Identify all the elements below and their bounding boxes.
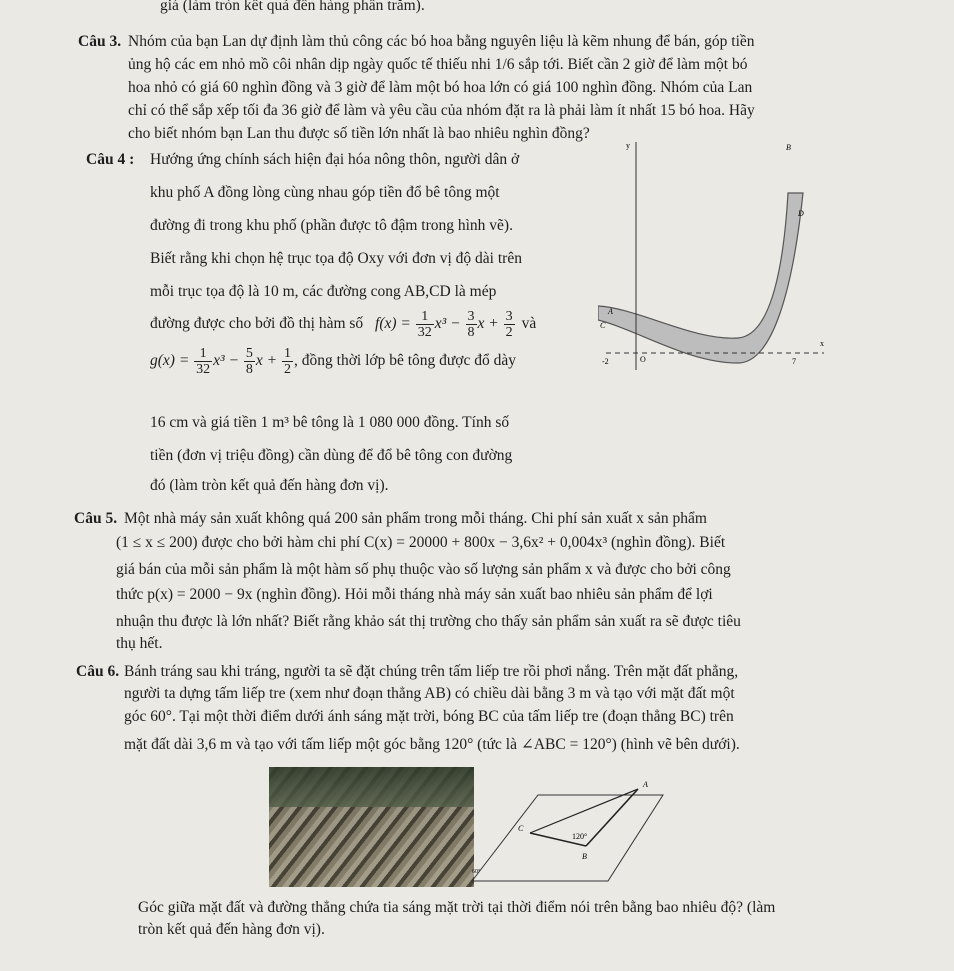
label-A: A: [608, 307, 613, 316]
q4-label: Câu 4 :: [86, 151, 135, 168]
q6-line-5: Góc giữa mặt đất và đường thẳng chứa tia sáng mặt trời tại thời điểm nói trên bằng bao nhiêu độ? (làm: [138, 899, 776, 916]
label-D: D: [798, 209, 804, 218]
q4-line-3: đường đi trong khu phố (phần được tô đậm trong hình vẽ).: [150, 217, 513, 234]
f-frac-1: $\frac{1}{32}$: [417, 308, 432, 340]
label-C: C: [518, 824, 524, 833]
label-B: B: [786, 143, 791, 152]
q4-line-1: Hướng ứng chính sách hiện đại hóa nông thôn, người dân ở: [150, 151, 520, 168]
q5-line-5: nhuận thu được là lớn nhất? Biết rằng khảo sát thị trường cho thấy sản phẩm sản xuất ra sẽ được tiêu: [116, 613, 741, 630]
q5-line-2: (1 ≤ x ≤ 200) được cho bởi hàm chi phí C(x) = 20000 + 800x − 3,6x² + 0,004x³ (nghìn đồng). Biết: [116, 534, 726, 551]
f-term-3: và: [521, 315, 537, 332]
f-frac-2: $\frac{3}{8}$: [467, 308, 475, 340]
q6-line-3: góc 60°. Tại một thời điểm dưới ánh sáng mặt trời, bóng BC của tấm liếp tre (đoạn thẳng BC) trên: [124, 708, 734, 725]
angle-60-label: 60°: [472, 869, 481, 875]
g-lhs: g(x) =: [150, 352, 190, 369]
q4-formula-g: [150, 342, 516, 380]
q4-line-2: khu phố A đồng lòng cùng nhau góp tiền đổ bê tông một: [150, 184, 500, 201]
g-term-2: x +: [255, 352, 278, 369]
label-O: O: [640, 355, 646, 364]
q4-road-graph: [598, 138, 838, 378]
q6-line-2: người ta dựng tấm liếp tre (xem như đoạn thẳng AB) có chiều dài bằng 3 m và tạo với mặt đất một: [124, 685, 735, 702]
g-frac-1: $\frac{1}{32}$: [196, 345, 211, 377]
q3-line-3: hoa nhỏ có giá 60 nghìn đồng và 3 giờ để làm một bó hoa lớn có giá 100 nghìn đồng. Nhóm của Lan: [128, 79, 753, 96]
q4-line-7: tiền (đơn vị triệu đồng) cần dùng để đổ bê tông con đường: [150, 447, 513, 464]
q6-line-1: Bánh tráng sau khi tráng, người ta sẽ đặt chúng trên tấm liếp tre rồi phơi nắng. Trên mặt đất phẳng,: [124, 663, 739, 680]
bamboo-mat-photo-shadow: [269, 767, 474, 807]
q5-line-1: Một nhà máy sản xuất không quá 200 sản phẩm trong mỗi tháng. Chi phí sản xuất x sản phẩm: [124, 510, 707, 527]
label-neg2: -2: [602, 357, 609, 366]
g-frac-3: $\frac{1}{2}$: [284, 345, 292, 377]
x-label: x: [820, 339, 824, 348]
angle-120-label: 120°: [572, 832, 588, 841]
q3-line-2: ủng hộ các em nhỏ mồ côi nhân dịp ngày quốc tế thiếu nhi 1/6 sắp tới. Biết cần 2 giờ để làm một bó: [128, 56, 748, 73]
f-lhs: f(x) =: [375, 315, 411, 332]
road-shaded-region: [598, 193, 803, 363]
ground-plane: [472, 795, 663, 881]
label-A: A: [643, 780, 648, 789]
q3-line-1: Nhóm của bạn Lan dự định làm thủ công các bó hoa bằng nguyên liệu là kẽm nhung để bán, góp tiền: [128, 33, 755, 50]
f-term-1: x³ −: [434, 315, 461, 332]
top-line: giá (làm tròn kết quả đến hàng phần trăm).: [160, 0, 425, 14]
label-B: B: [582, 852, 587, 861]
q6-label: Câu 6.: [76, 663, 120, 680]
q3-label: Câu 3.: [78, 33, 122, 50]
g-term-3: , đồng thời lớp bê tông được đổ dày: [294, 352, 516, 369]
label-C: C: [600, 321, 606, 330]
sun-ray-AC: [530, 789, 638, 833]
q5-line-6: thụ hết.: [116, 635, 163, 652]
segment-BA: [586, 789, 638, 846]
q4-line-5: mỗi trục tọa độ là 10 m, các đường cong AB,CD là mép: [150, 283, 497, 300]
q4-line-8: đó (làm tròn kết quả đến hàng đơn vị).: [150, 477, 389, 494]
g-term-1: x³ −: [213, 352, 240, 369]
q6-line-4: mặt đất dài 3,6 m và tạo với tấm liếp một góc bằng 120° (tức là ∠ABC = 120°) (hình vẽ bên dưới).: [124, 736, 740, 753]
q4-line-6: 16 cm và giá tiền 1 m³ bê tông là 1 080 000 đồng. Tính số: [150, 414, 510, 431]
q5-label: Câu 5.: [74, 510, 118, 527]
y-label: y: [626, 141, 630, 150]
q5-line-4: thức p(x) = 2000 − 9x (nghìn đồng). Hỏi mỗi tháng nhà máy sản xuất bao nhiêu sản phẩm để lợi: [116, 586, 713, 603]
f-frac-3: $\frac{3}{2}$: [505, 308, 513, 340]
g-frac-2: $\frac{5}{8}$: [245, 345, 253, 377]
q6-line-6: tròn kết quả đến hàng đơn vị).: [138, 921, 325, 938]
q4-formula-f: [150, 305, 536, 343]
q4-f-intro: đường được cho bởi đồ thị hàm số: [150, 315, 364, 332]
label-7: 7: [792, 357, 796, 366]
q5-line-3: giá bán của mỗi sản phẩm là một hàm số phụ thuộc vào số lượng sản phẩm x và được cho bởi công: [116, 561, 731, 578]
q6-diagram: [468, 773, 668, 888]
q3-line-5: cho biết nhóm bạn Lan thu được số tiền lớn nhất là bao nhiêu nghìn đồng?: [128, 125, 590, 142]
f-term-2: x +: [477, 315, 499, 332]
q3-line-4: chỉ có thể sắp xếp tối đa 36 giờ để làm và yêu cầu của nhóm đặt ra là phải làm ít nhất 15 bó hoa. Hãy: [128, 102, 755, 119]
q4-line-4: Biết rằng khi chọn hệ trục tọa độ Oxy với đơn vị độ dài trên: [150, 250, 522, 267]
